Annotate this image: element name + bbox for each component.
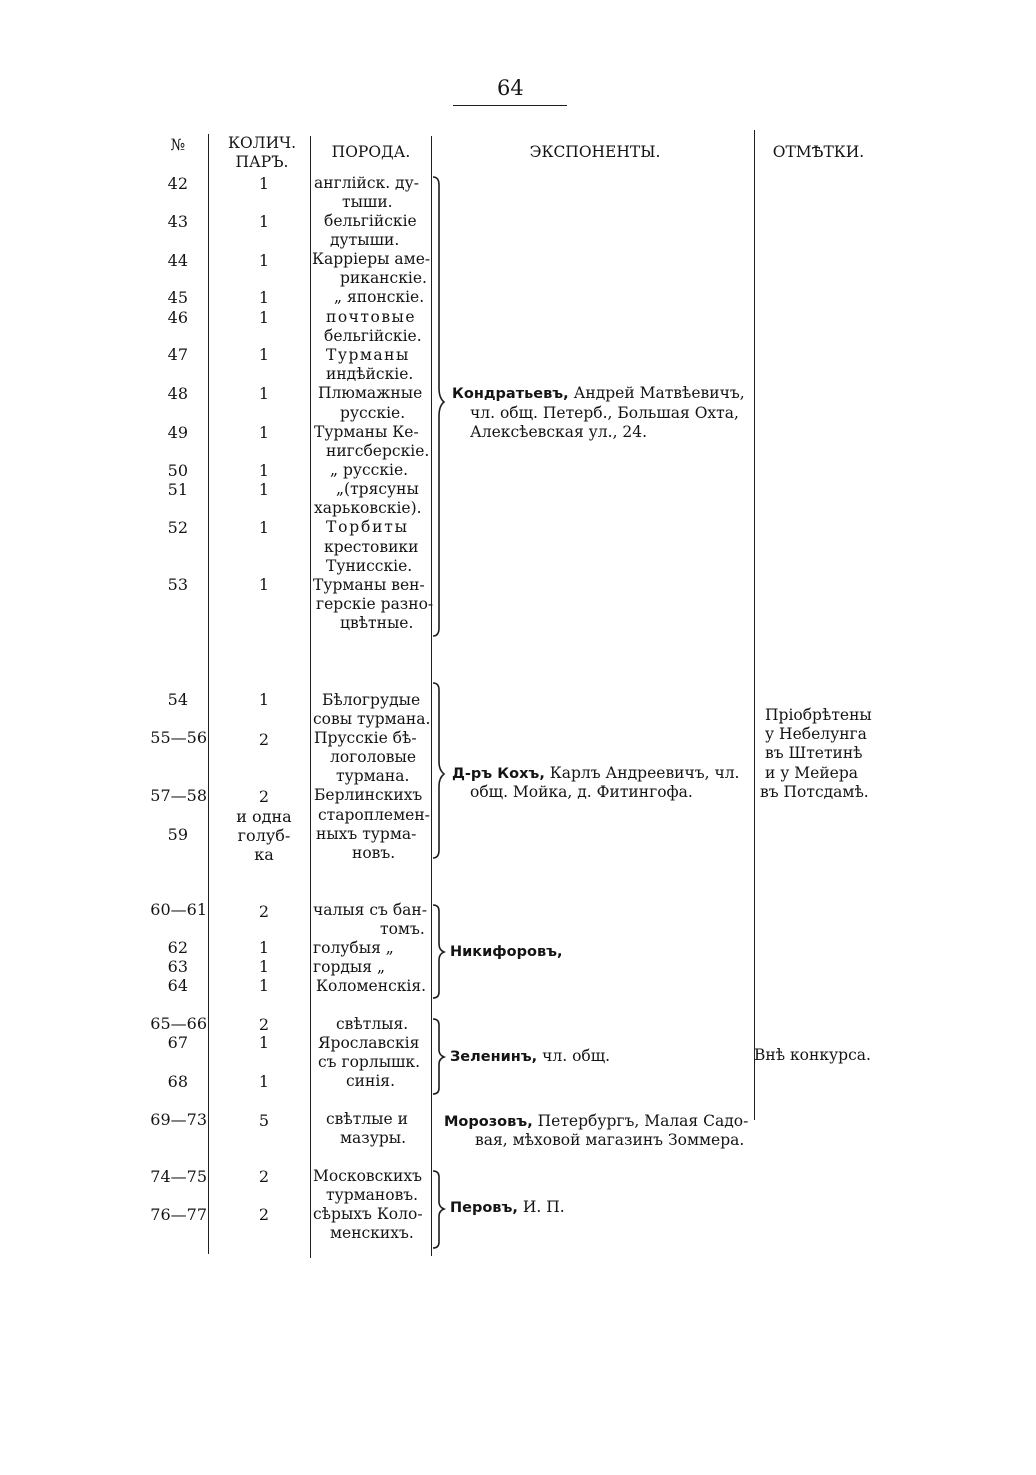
breed-line: новъ. <box>352 844 396 862</box>
pair-count: 2 <box>258 1167 270 1186</box>
header-count-line2: ПАРЪ. <box>235 153 289 171</box>
breed-line: англійск. ду- <box>314 174 419 192</box>
entry-number: 44 <box>167 251 188 270</box>
pair-count: и одна <box>236 807 292 826</box>
breed-line: съ горлышк. <box>318 1053 421 1071</box>
breed-line: староплемен- <box>318 806 430 824</box>
pair-count: 2 <box>258 902 270 921</box>
exhibitor-line: Андрей Матвѣевичъ, <box>573 384 745 402</box>
pair-count: 1 <box>258 976 270 995</box>
remark-out-of-competition: Внѣ конкурса. <box>754 1046 871 1064</box>
entry-number: 52 <box>167 518 188 537</box>
pair-count: 1 <box>258 461 270 480</box>
header-remarks: ОТМѢТКИ. <box>772 143 865 161</box>
pair-count: 1 <box>258 938 270 957</box>
entry-number: 63 <box>167 957 188 976</box>
entry-number: 53 <box>167 575 188 594</box>
exhibitor-line: Карлъ Андреевичъ, чл. <box>549 764 740 782</box>
breed-line: Прусскіе бѣ- <box>314 729 417 747</box>
pair-count: 1 <box>258 575 270 594</box>
breed-line: почтовые <box>326 308 417 326</box>
breed-line: сѣрыхъ Коло- <box>313 1205 423 1223</box>
exhibitor-line: И. П. <box>522 1198 565 1216</box>
breed-line: свѣтлые и <box>326 1110 408 1128</box>
header-breed: ПОРОДА. <box>331 143 411 161</box>
pair-count: 1 <box>258 174 270 193</box>
brace-group-5 <box>432 1170 446 1250</box>
breed-line: Ярославскія <box>318 1034 420 1052</box>
column-rule-4 <box>754 130 755 1120</box>
breed-line: Московскихъ <box>313 1167 422 1185</box>
entry-number: 59 <box>167 825 188 844</box>
exhibitor-perov <box>450 1198 565 1219</box>
exhibitor-line: чл. общ. Петерб., Большая Охта, <box>470 404 739 422</box>
entry-number: 42 <box>167 174 188 193</box>
entry-number: 55—56 <box>150 728 207 747</box>
breed-line: крестовики <box>324 538 419 556</box>
page-number-rule <box>453 105 567 106</box>
breed-line: тыши. <box>342 193 393 211</box>
entry-number: 46 <box>167 308 188 327</box>
breed-line: Бѣлогрудые <box>322 691 421 709</box>
entry-number: 68 <box>167 1072 188 1091</box>
breed-line: бельгійскіе <box>324 212 417 230</box>
pair-count: 1 <box>258 423 270 442</box>
breed-line: Турманы вен- <box>313 576 425 594</box>
entry-number: 50 <box>167 461 188 480</box>
brace-group-4 <box>432 1018 446 1096</box>
breed-line: герскіе разно- <box>316 595 434 613</box>
pair-count: ка <box>254 845 274 864</box>
remark-line: Пріобрѣтены <box>765 706 872 724</box>
breed-line: чалыя съ бан- <box>313 901 427 919</box>
entry-number: 49 <box>167 423 188 442</box>
breed-line: голубыя „ <box>313 939 394 957</box>
remark-line: у Небелунга <box>765 725 867 743</box>
breed-line: бельгійскіе. <box>324 327 422 345</box>
entry-number: 54 <box>167 690 188 709</box>
breed-line: синія. <box>346 1072 396 1090</box>
breed-line: „ русскіе. <box>330 461 409 479</box>
breed-line: „(трясуны <box>336 480 419 498</box>
column-rule-1 <box>208 134 209 1254</box>
entry-number: 48 <box>167 384 188 403</box>
pair-count: 2 <box>258 1015 270 1034</box>
entry-number: 64 <box>167 976 188 995</box>
breed-line: „ японскіе. <box>334 288 425 306</box>
breed-line: менскихъ. <box>330 1224 414 1242</box>
exhibitor-line: Алексѣевская ул., 24. <box>470 423 648 441</box>
breed-line: совы турмана. <box>313 710 431 728</box>
breed-line: Коломенскія. <box>316 977 427 995</box>
column-rule-2 <box>310 136 311 1258</box>
breed-line: Берлинскихъ <box>314 786 423 804</box>
entry-number: 47 <box>167 345 188 364</box>
pair-count: 1 <box>258 212 270 231</box>
exhibitor-koch <box>452 764 739 785</box>
breed-line: томъ. <box>380 920 425 938</box>
breed-line: Турманы Ке- <box>314 423 419 441</box>
breed-line: логоловые <box>330 748 417 766</box>
breed-line: турмановъ. <box>326 1186 419 1204</box>
brace-group-2 <box>432 682 446 860</box>
breed-line: свѣтлыя. <box>336 1015 409 1033</box>
entry-number: 76—77 <box>150 1205 207 1224</box>
entry-number: 45 <box>167 288 188 307</box>
header-count-line1: КОЛИЧ. <box>227 134 297 152</box>
pair-count: 1 <box>258 1072 270 1091</box>
entry-number: 74—75 <box>150 1167 207 1186</box>
exhibitor-kondratyev <box>452 384 745 405</box>
pair-count: 1 <box>258 288 270 307</box>
breed-line: Карріеры аме- <box>312 250 431 268</box>
pair-count: 2 <box>258 1205 270 1224</box>
remark-line: въ Штетинѣ <box>765 744 863 762</box>
breed-line: Тунисскіе. <box>326 557 413 575</box>
exhibitor-morozov <box>444 1112 748 1133</box>
page-number: 64 <box>497 76 524 100</box>
pair-count: 1 <box>258 1033 270 1052</box>
breed-line: турмана. <box>336 767 410 785</box>
pair-count: 1 <box>258 957 270 976</box>
entry-number: 65—66 <box>150 1014 207 1033</box>
pair-count: 5 <box>258 1111 270 1130</box>
entry-number: 60—61 <box>150 900 207 919</box>
breed-line: нигсберскіе. <box>326 442 430 460</box>
breed-line: дутыши. <box>330 231 400 249</box>
header-exhibitors: ЭКСПОНЕНТЫ. <box>529 143 661 161</box>
breed-line: мазуры. <box>340 1129 407 1147</box>
pair-count: 1 <box>258 345 270 364</box>
breed-line: риканскіе. <box>340 269 427 287</box>
breed-line: индѣйскіе. <box>326 365 414 383</box>
exhibitor-name: Д-ръ Кохъ, <box>452 766 545 782</box>
breed-line: Плюмажные <box>318 384 423 402</box>
breed-line: русскіе. <box>340 404 406 422</box>
breed-line: ныхъ турма- <box>316 825 417 843</box>
breed-line: Турманы <box>326 346 410 364</box>
pair-count: 1 <box>258 690 270 709</box>
exhibitor-nikiforov <box>450 942 563 963</box>
entry-number: 69—73 <box>150 1110 207 1129</box>
exhibitor-name: Перовъ, <box>450 1200 518 1216</box>
pair-count: 1 <box>258 384 270 403</box>
exhibitor-line: вая, мѣховой магазинъ Зоммера. <box>475 1131 745 1149</box>
exhibitor-line: чл. общ. <box>542 1047 611 1065</box>
exhibitor-name: Зеленинъ, <box>450 1049 538 1065</box>
pair-count: 1 <box>258 518 270 537</box>
pair-count: 2 <box>258 730 270 749</box>
breed-line: харьковскіе). <box>314 499 422 517</box>
breed-line: Торбиты <box>326 518 409 536</box>
entry-number: 43 <box>167 212 188 231</box>
pair-count: голуб- <box>237 826 291 845</box>
pair-count: 1 <box>258 480 270 499</box>
entry-number: 57—58 <box>150 786 207 805</box>
exhibitor-zelenin <box>450 1047 610 1068</box>
exhibitor-name: Кондратьевъ, <box>452 386 569 402</box>
header-number: № <box>170 136 186 154</box>
pair-count: 2 <box>258 787 270 806</box>
exhibitor-name: Никифоровъ, <box>450 944 563 960</box>
breed-line: цвѣтные. <box>340 614 414 632</box>
exhibitor-name: Морозовъ, <box>444 1114 533 1130</box>
exhibitor-line: Петербургъ, Малая Садо- <box>537 1112 749 1130</box>
brace-group-1 <box>432 176 446 638</box>
remark-line: и у Мейера <box>765 764 859 782</box>
entry-number: 51 <box>167 480 188 499</box>
pair-count: 1 <box>258 308 270 327</box>
entry-number: 67 <box>167 1033 188 1052</box>
brace-group-3 <box>432 904 446 1000</box>
remark-line: въ Потсдамѣ. <box>760 783 869 801</box>
entry-number: 62 <box>167 938 188 957</box>
pair-count: 1 <box>258 251 270 270</box>
exhibitor-line: общ. Мойка, д. Фитингофа. <box>470 783 693 801</box>
breed-line: гордыя „ <box>313 958 385 976</box>
